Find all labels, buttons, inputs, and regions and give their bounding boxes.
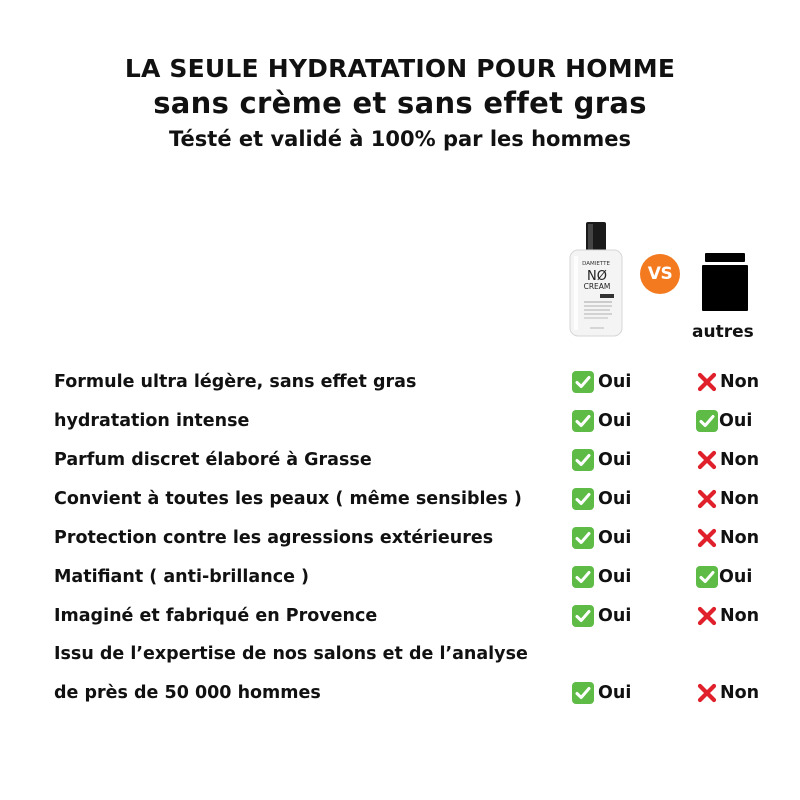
our-product-result [572,406,631,436]
feature-label: Matifiant ( anti-brillance ) [54,567,310,587]
our-product-result [572,678,631,708]
others-result [696,523,759,553]
our-product-result [572,562,631,592]
table-row [0,406,800,436]
feature-label: hydratation intense [54,411,250,431]
others-result-text: Oui [719,567,753,587]
our-product-result-text: Oui [598,528,632,548]
table-row [0,484,800,514]
our-product-result-text: Oui [598,567,632,587]
our-product-result [572,523,631,553]
bottle-name-2: CREAM [583,282,611,291]
cross-icon [696,605,720,627]
others-result [696,367,759,397]
table-row [0,562,800,592]
others-result [696,601,759,631]
others-result-text: Non [720,683,760,703]
headline: LA SEULE HYDRATATION POUR HOMME [124,54,676,83]
feature-label: Imaginé et fabriqué en Provence [54,606,378,626]
table-row [0,601,800,631]
cross-icon [696,371,720,393]
subheadline: sans crème et sans effet gras [153,86,647,120]
check-icon [572,410,598,432]
others-result [696,562,752,592]
table-row [0,644,800,708]
cross-icon [696,488,720,510]
check-icon [696,566,719,588]
our-product-result-text: Oui [598,450,632,470]
feature-label: Parfum discret élaboré à Grasse [54,450,372,470]
our-product-result [572,445,631,475]
table-row [0,445,800,475]
feature-label: Protection contre les agressions extérieures [54,528,494,548]
tagline: Tésté et validé à 100% par les hommes [169,127,631,151]
others-result-text: Non [720,606,760,626]
others-result [696,445,759,475]
our-product-result [572,601,631,631]
our-product-result [572,484,631,514]
our-product-result-text: Oui [598,489,632,509]
bottle-name-1: NØ [587,269,607,284]
table-row [0,523,800,553]
check-icon [572,682,598,704]
table-row [0,367,800,397]
header [0,52,800,156]
our-product-result-text: Oui [598,372,632,392]
others-column-label: autres [692,322,754,342]
others-result-text: Oui [719,411,753,431]
check-icon [572,566,598,588]
our-product-result-text: Oui [598,606,632,626]
check-icon [696,410,719,432]
our-product-result-text: Oui [598,683,632,703]
others-result-text: Non [720,450,760,470]
check-icon [572,488,598,510]
our-product-result-text: Oui [598,411,632,431]
others-result [696,484,759,514]
others-result-text: Non [720,372,760,392]
check-icon [572,527,598,549]
cross-icon [696,449,720,471]
cross-icon [696,682,720,704]
feature-label: Convient à toutes les peaux ( même sensibles ) [54,489,522,509]
others-result-text: Non [720,528,760,548]
check-icon [572,449,598,471]
check-icon [572,605,598,627]
others-result [696,678,759,708]
feature-label: de près de 50 000 hommes [54,683,321,703]
product-bottle-image [564,222,628,338]
feature-label-line1: Issu de l’expertise de nos salons et de l’analyse [54,644,528,664]
others-result-text: Non [720,489,760,509]
feature-label: Formule ultra légère, sans effet gras [54,372,417,392]
check-icon [572,371,598,393]
cross-icon [696,527,720,549]
vs-badge: VS [640,254,680,294]
bottle-brand: DAMIETTE [582,261,610,267]
others-result [696,406,752,436]
our-product-result [572,367,631,397]
competitor-jar-icon [702,253,748,311]
